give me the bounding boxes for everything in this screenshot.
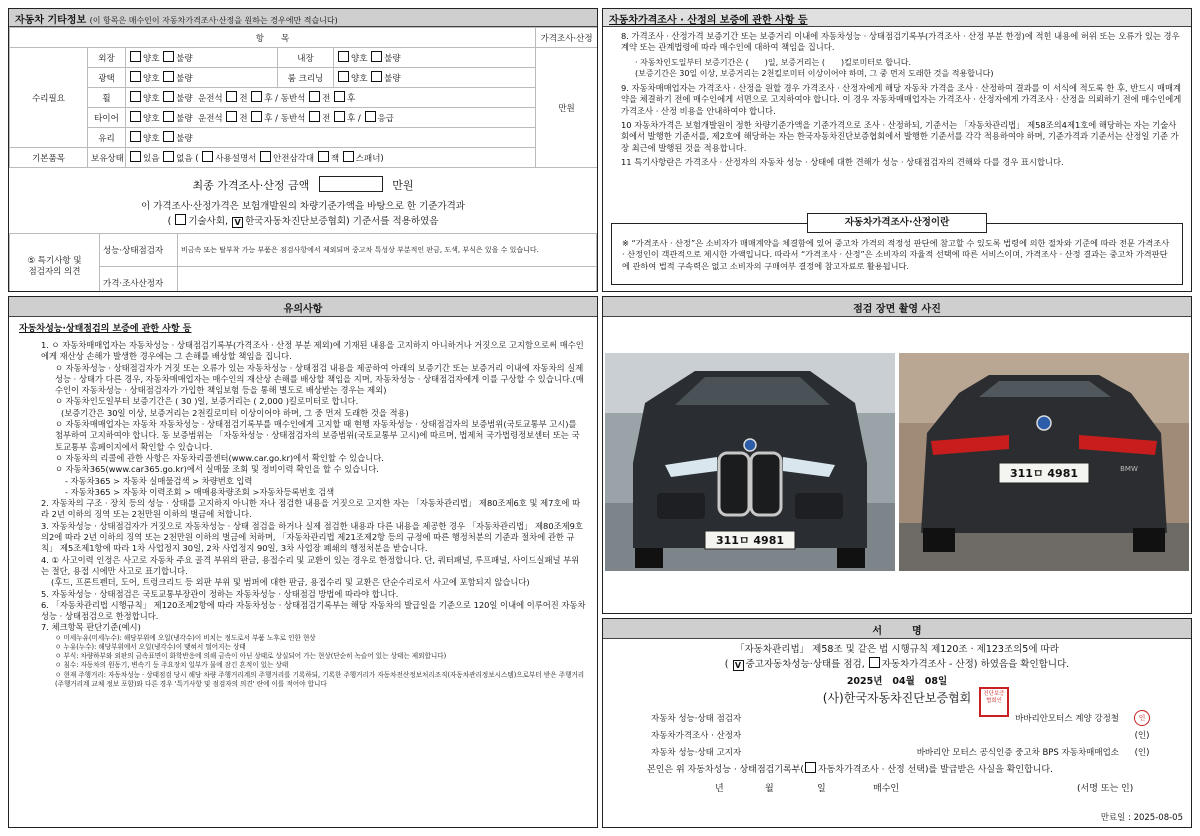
manual-checkbox[interactable] xyxy=(202,151,213,162)
row1-value: 바바리안모터스 계양 강정철 xyxy=(1015,713,1119,724)
notice-item5: 5. 자동차성능 · 상태점검은 국토교통부장관이 정하는 자동차성능 · 상태점검 방법에 따라야 합니다. xyxy=(41,588,399,599)
basis-text xyxy=(9,199,597,229)
price-guarantee-title: 자동차가격조사 · 산정의 보증에 관한 사항 등 xyxy=(609,15,808,26)
final-price-row xyxy=(9,176,597,193)
signature-header: 서 명 xyxy=(603,619,1191,639)
sign-opt1-checkbox[interactable]: V xyxy=(733,660,744,671)
notice-item4: 4. ① 사고이력 인정은 사고로 자동차 주요 골격 부위의 판금, 용접수리 및 교환이 있는 경우로 한정합니다. 단, 쿼터패널, 루프패널, 사이드실패널 부위는 절단, 용접 시에만 사고로 표기합니다. xyxy=(41,554,580,576)
room-cleaning-label: 룸 크리닝 xyxy=(278,68,334,88)
photos-panel xyxy=(602,296,1192,614)
tire-good-checkbox[interactable] xyxy=(130,111,141,122)
tire-emergency-checkbox[interactable] xyxy=(365,111,376,122)
triangle-checkbox[interactable] xyxy=(260,151,271,162)
notice-header: 유의사항 xyxy=(9,297,597,317)
receipt-day: 일 xyxy=(817,784,826,794)
receipt-line: 본인은 위 자동차성능 · 상태점검기록부( 자동차가격조사 · 산정 선택)를 발급받은 사실을 확인합니다. xyxy=(647,762,1191,775)
etc-info-table xyxy=(9,27,598,168)
possession-options: 있음 없음 ( 사용설명서 안전삼각대 잭 스패너) xyxy=(126,148,536,168)
wheel-pass-front-checkbox[interactable] xyxy=(309,91,320,102)
front-car-photo xyxy=(605,353,895,571)
inspector-seal: 인 xyxy=(1134,710,1150,726)
row3-label: 자동차 성능·상태 고지자 xyxy=(651,747,742,758)
gloss-good-checkbox[interactable] xyxy=(130,71,141,82)
etc-info-panel xyxy=(8,8,598,292)
receipt-date-row xyxy=(603,781,1191,795)
notice-item7a: ㅇ 미세누유(미세누수): 해당부위에 오일(냉각수)이 비치는 정도로서 부품 노후로 인한 현상 xyxy=(55,633,316,642)
notice-item1i: - 자동차365 > 자동차 이력조회 > 매매용차량조회 >자동차등록번호 검색 xyxy=(65,486,335,497)
row1-seal-cell xyxy=(1123,709,1161,726)
photos-header: 점검 장면 촬영 사진 xyxy=(603,297,1191,317)
perf-inspector-note: 비금속 또는 탈부착 가능 부품은 점검사항에서 제외되며 중고차 특성상 부분적인 판금, 도색, 부식은 있을 수 있습니다. xyxy=(178,234,597,267)
interior-bad-checkbox[interactable] xyxy=(371,51,382,62)
tire-driver-rear-checkbox[interactable] xyxy=(251,111,262,122)
receipt-checkbox[interactable] xyxy=(805,762,816,773)
exterior-options: 양호 불량 xyxy=(126,48,278,68)
tire-options: 양호 불량 운전석 전 후 / 동반석 전 후 / 응급 xyxy=(126,108,536,128)
gloss-bad-checkbox[interactable] xyxy=(163,71,174,82)
notice-item7: 7. 체크항목 판단기준(예시) xyxy=(41,622,141,633)
tire-bad-checkbox[interactable] xyxy=(163,111,174,122)
gloss-options: 양호 불량 xyxy=(126,68,278,88)
jack-checkbox[interactable] xyxy=(318,151,329,162)
notice-item7c: ㅇ 부식: 차량하부와 외판의 금속표면이 화학반응에 의해 금속이 아닌 상태로 상실되어 가는 현상(단순히 녹슬어 있는 상태는 제외합니다) xyxy=(55,652,447,661)
notice-item1d: (보증기간은 30일 이상, 보증거리는 2천킬로미터 이상이어야 하며, 그 중 먼저 도래한 것을 적용) xyxy=(61,407,409,418)
final-price-input[interactable] xyxy=(319,176,383,192)
wheel-driver-front-checkbox[interactable] xyxy=(226,91,237,102)
tire-pass-front-checkbox[interactable] xyxy=(309,111,320,122)
notice-item1b: ㅇ 자동차성능 · 상태점검자가 거짓 또는 오류가 있는 자동차성능 · 상태점검 내용을 제공하여 아래의 보증기간 또는 보증거리 이내에 자동차의 실제 성능 · 상태가 다른 경우, 자동차매매업자는 매수인의 재산상 손해를 배상할 책임을 지며, 자동차성능 · 상태점검자에게 이를 구상할 수 있습니다.(매수인이 자동차성능 · 상태점검자가 가입한 책임보험 등을 통해 별도로 배상받는 경우는 제외) xyxy=(55,362,584,396)
exterior-bad-checkbox[interactable] xyxy=(163,51,174,62)
definition-text: ※ “가격조사 · 산정”은 소비자가 매매계약을 체결함에 있어 중고차 가격의 적정성 판단에 참고할 수 있도록 법령에 의한 절차와 기준에 따라 전문 가격조사 · 산정인이 객관적으로 제시한 가액입니다. 따라서 “가격조사 · 산정”은 소비자의 자율적 선택에 따른 서비스이며, 가격조사 · 산정 결과는 중고차 가격판단에 관하여 법적 구속력은 없고 소비자의 구매여부 결정에 참고자료로 활용됩니다. xyxy=(622,238,1170,271)
receipt-month: 월 xyxy=(765,784,774,794)
possession-yes-checkbox[interactable] xyxy=(130,151,141,162)
glass-good-checkbox[interactable] xyxy=(130,131,141,142)
basis-opt1-checkbox[interactable] xyxy=(175,214,186,225)
notice-item1f: ㅇ 자동차의 리콜에 관한 사항은 자동차리콜센터(www.car.go.kr)에서 확인할 수 있습니다. xyxy=(55,452,384,463)
row1-label: 자동차 성능·상태 점검자 xyxy=(651,713,742,724)
repair-label: 수리필요 xyxy=(10,48,88,148)
signature-panel xyxy=(602,618,1192,828)
guarantee-p8a: · 자동차인도일부터 보증기간은 ( )일, 보증거리는 ( )킬로미터로 합니다. xyxy=(635,57,912,67)
notice-item1: 1. ㅇ 자동차매매업자는 자동차성능 · 상태점검기록부(가격조사 · 산정 부분 제외)에 기재된 내용을 고지하지 아니하거나 거짓으로 고지함으로써 매수인에게 재산상 손해가 발생한 경우에는 그 손해를 배상할 책임을 집니다. xyxy=(41,340,584,362)
rear-car-photo xyxy=(899,353,1189,571)
rear-plate-text: 311ㅁ 4981 xyxy=(1009,467,1079,480)
wheel-driver-rear-checkbox[interactable] xyxy=(251,91,262,102)
org-seal-text: 진단보증협회인 xyxy=(983,691,1005,704)
notice-item1g: ㅇ 자동차365(www.car365.go.kr)에서 실매물 조회 및 정비이력 확인을 할 수 있습니다. xyxy=(55,464,379,475)
basic-label: 기본품목 xyxy=(10,148,88,168)
guarantee-p8b: (보증기간은 30일 이상, 보증거리는 2천킬로미터 이상이어야 하며, 그 중 먼저 도래한 것을 적용합니다) xyxy=(635,68,994,78)
interior-good-checkbox[interactable] xyxy=(338,51,349,62)
price-unit: 만원 xyxy=(536,48,598,168)
sign-opt2-checkbox[interactable] xyxy=(869,657,880,668)
notice-item4b: (후드, 프론트펜더, 도어, 트렁크리드 등 외판 부위 및 범퍼에 대한 판금, 용접수리 및 교환은 단순수리로서 사고에 포함되지 않습니다) xyxy=(51,577,530,588)
price-guarantee-panel xyxy=(602,8,1192,292)
row2-value: (인) xyxy=(1134,730,1150,741)
expiry-date: 만료일 : 2025-08-05 xyxy=(1100,813,1183,823)
basis-line2: ( 기술사회, V 한국자동차진단보증협회) 기준서를 적용하였음 xyxy=(167,216,439,227)
notice-item7e: ㅇ 현재 주행거리: 자동차성능 · 상태점검 당시 해당 차량 주행거리계의 주행거리를 기록하되, 기록한 주행거리가 자동차전산정보처리조직(자동차관리정보시스템)으로부터 받은 주행거리(주행거리계 교체 정보 포함)와 다른 경우 '특기사항 및 점검자의 의견' 란에 이를 적어야 합니다 xyxy=(55,670,585,688)
glass-label: 유리 xyxy=(88,128,126,148)
row3-end: (인) xyxy=(1134,747,1150,758)
definition-title: 자동차가격조사·산정이란 xyxy=(807,213,987,233)
gloss-label: 광택 xyxy=(88,68,126,88)
etc-info-note: (이 항목은 매수인이 자동차가격조사·산정을 원하는 경우에만 적습니다) xyxy=(89,16,338,25)
notice-item7b: ㅇ 누유(누수): 해당부위에서 오일(냉각수)이 맺혀서 떨어지는 상태 xyxy=(55,642,246,651)
price-inspector-label: 가격·조사산정자 xyxy=(100,267,178,293)
notice-subtitle: 자동차성능·상태점검의 보증에 관한 사항 등 xyxy=(19,324,192,334)
rear-badge: BMW xyxy=(1120,465,1138,473)
notice-panel xyxy=(8,296,598,828)
glass-options: 양호 불량 xyxy=(126,128,536,148)
wheel-bad-checkbox[interactable] xyxy=(163,91,174,102)
room-bad-checkbox[interactable] xyxy=(371,71,382,82)
exterior-good-checkbox[interactable] xyxy=(130,51,141,62)
final-price-unit: 만원 xyxy=(392,179,414,192)
tire-pass-rear-checkbox[interactable] xyxy=(334,111,345,122)
sign-date: 2025년 04월 08일 xyxy=(846,676,948,687)
buyer-sign: (서명 또는 인) xyxy=(1077,784,1134,794)
sign-line2: ( V 중고자동차성능·상태를 점검, 자동차가격조사 - 산정) 하였음을 확인합니다. xyxy=(724,659,1070,670)
wheel-pass-rear-checkbox[interactable] xyxy=(334,91,345,102)
col-price-header: 가격조사·산정 xyxy=(536,28,598,48)
signer-table xyxy=(647,709,1161,760)
guarantee-p10: 10 자동차가격은 보험개발원이 정한 차량기준가액을 기준가격으로 조사 · 산정하되, 기준서는 「자동차관리법」 제58조의4제1호에 해당하는 자는 기술사회에서 발행한 기준서를, 제2호에 해당하는 자는 한국자동차진단보증협회에서 발행한 기준서를 각각 적용하여야 하며, 기준가격과 기준서는 산정일 기준 가장 최근에 발행된 것을 적용합니다. xyxy=(621,120,1179,153)
interior-label: 내장 xyxy=(278,48,334,68)
front-plate-text: 311ㅁ 4981 xyxy=(715,534,785,547)
receipt-year: 년 xyxy=(715,784,724,794)
basis-opt2-checkbox[interactable]: V xyxy=(232,217,243,228)
etc-info-title: 자동차 기타정보 xyxy=(15,15,87,26)
possession-label: 보유상태 xyxy=(88,148,126,168)
notice-item1e: ㅇ 자동차매매업자는 자동차 자동차성능 · 상태점검기록부를 매수인에게 고지할 때 현행 자동차성능 · 상태점검자의 보증범위(국토교통부 고시)를 첨부하여 고지하여야 합니다. 동 보증범위는 「자동차성능 · 상태점검자의 보증범위(국토교통부 고시)에 따르며, 법제처 국가법령정보센터 또는 국토교통부 홈페이지에서 확인할 수 있습니다. xyxy=(55,419,580,452)
exterior-label: 외장 xyxy=(88,48,126,68)
guarantee-p8: 8. 가격조사 · 산정가격 보증기간 또는 보증거리 이내에 자동차성능 · 상태점검기록부(가격조사 · 산정 부분 한정)에 적힌 내용에 허위 또는 오류가 있는 경우 계약 또는 관계법령에 따라 매수인에 대하여 책임을 집니다. xyxy=(621,31,1180,53)
basis-line1: 이 가격조사·산정가격은 보험개발원의 차량기준가액을 바탕으로 한 기준가격과 xyxy=(141,201,465,212)
wheel-good-checkbox[interactable] xyxy=(130,91,141,102)
notice-item3: 3. 자동차성능 · 상태점검자가 거짓으로 자동차성능 · 상태 점검을 하거나 실제 점검한 내용과 다른 내용을 제공한 경우 「자동차관리법」 제80조제9호의2에 따라 2년 이하의 징역 또는 2천만원 이하의 벌금에 처하며, 「자동차관리법 제21조제2항 등의 규정에 따른 행정처분의 기준과 절차에 관한 규칙」 제5조제1항에 따라 1차 사업정지 30일, 2차 사업정지 90일, 3차 사업장 폐쇄의 행정처분을 받습니다. xyxy=(41,520,583,554)
notice-item7d: ㅇ 침수: 자동차의 원동기, 변속기 등 주요장치 일부가 물에 잠긴 흔적이 있는 상태 xyxy=(55,661,289,670)
col-item-header: 항 목 xyxy=(10,28,536,48)
row2-label: 자동차가격조사 · 산정자 xyxy=(651,730,742,741)
row3-value: 바바리안 모터스 공식인증 중고차 BPS 자동차매매업소 xyxy=(916,747,1119,758)
sign-line1: 「자동차관리법」 제58조 및 같은 법 시행규칙 제120조 · 제123조의5에 따라 xyxy=(735,644,1059,655)
notice-item6: 6. 「자동차관리법 시행규칙」 제120조제2항에 따라 자동차성능 · 상태점검기록부는 해당 자동차의 발급일을 기준으로 120일 이내에 이루어진 자동차 성능 · 상태점검으로 한정합니다. xyxy=(41,599,586,622)
special-label: ⑤ 특기사항 및 점검자의 의견 xyxy=(10,234,100,293)
room-cleaning-options: 양호 불량 xyxy=(334,68,536,88)
etc-info-header xyxy=(9,9,597,27)
interior-options: 양호 불량 xyxy=(334,48,536,68)
guarantee-p11: 11 특기사항란은 가격조사 · 산정자의 자동차 성능 · 상태에 대한 견해가 성능 · 상태점검자의 견해와 다를 경우 표시합니다. xyxy=(621,157,1064,168)
sign-org: (사)한국자동차진단보증협회 xyxy=(822,691,972,705)
spanner-checkbox[interactable] xyxy=(343,151,354,162)
wheel-label: 휠 xyxy=(88,88,126,108)
notice-item1c: ㅇ 자동차인도일부터 보증기간은 ( 30 )일, 보증거리는 ( 2,000 )킬로미터로 합니다. xyxy=(55,396,359,407)
price-inspector-value xyxy=(178,267,597,293)
room-good-checkbox[interactable] xyxy=(338,71,349,82)
guarantee-p9: 9. 자동차매매업자는 가격조사 · 산정을 원할 경우 가격조사 · 산정자에게 해당 자동차 가격을 조사 · 산정하여 결과를 이 서식에 적도록 한 후, 반드시 매매계약을 체결하기 전에 매수인에게 서면으로 고지하여야 합니다. 이 경우 자동차매매업자는 가격조사 · 산정자에게 가격조사 · 산정을 의뢰하기 전에 매수인에게 가격조사 · 산정 비용을 안내하여야 합니다. xyxy=(621,82,1182,116)
final-price-label: 최종 가격조사·산정 금액 xyxy=(192,179,310,192)
org-seal xyxy=(979,687,1009,717)
buyer-label: 매수인 xyxy=(873,784,900,794)
special-table xyxy=(9,233,597,292)
possession-no-checkbox[interactable] xyxy=(163,151,174,162)
glass-bad-checkbox[interactable] xyxy=(163,131,174,142)
perf-inspector-label: 성능·상태점검자 xyxy=(100,234,178,267)
notice-item1h: - 자동차365 > 자동차 실매물검색 > 차량번호 입력 xyxy=(65,475,253,486)
tire-driver-front-checkbox[interactable] xyxy=(226,111,237,122)
tire-label: 타이어 xyxy=(88,108,126,128)
wheel-options: 양호 불량 운전석 전 후 / 동반석 전 후 xyxy=(126,88,536,108)
notice-item2: 2. 자동차의 구조 · 장치 등의 성능 · 상태를 고지하지 아니한 자나 점검한 내용을 거짓으로 고지한 자는 「자동차관리법」 제80조제6호 및 제7호에 따라 2년 이하의 징역 또는 2천만원 이하의 벌금에 처합니다. xyxy=(41,498,581,520)
price-guarantee-header xyxy=(603,9,1191,27)
